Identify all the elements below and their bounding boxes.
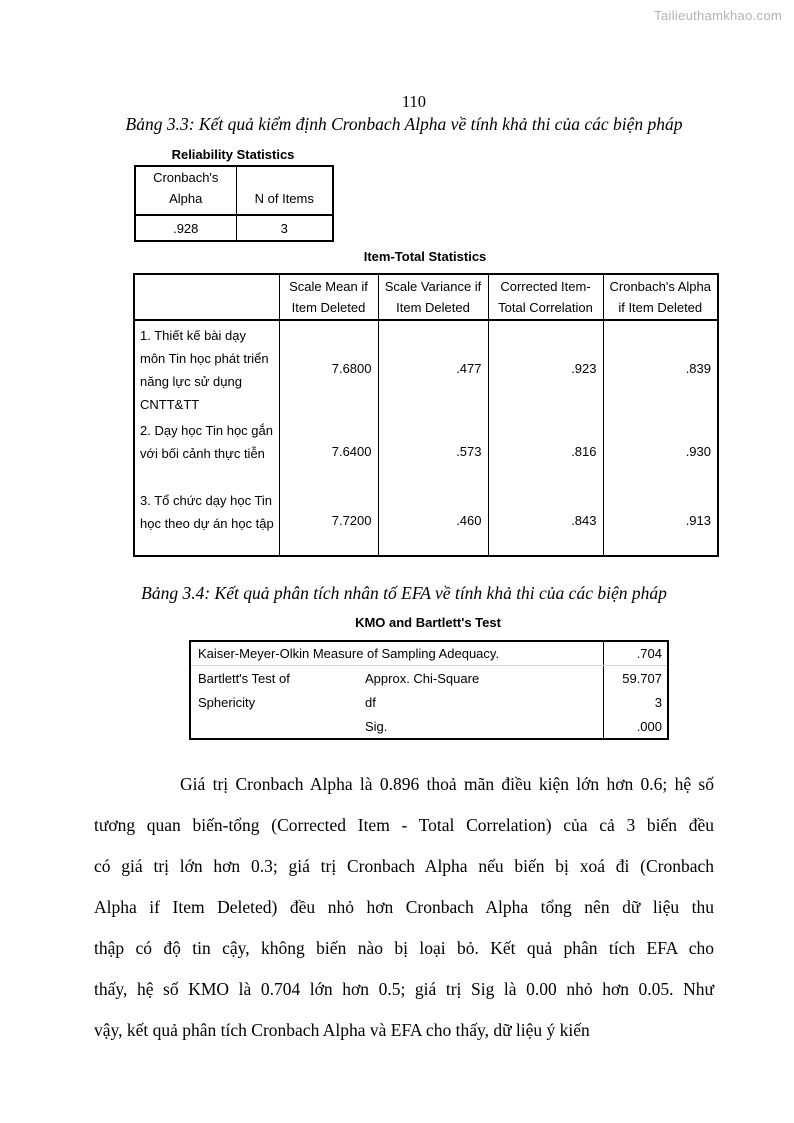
chi-square-value: 59.707: [603, 666, 668, 691]
item-total-col-alpha-if-deleted: Cronbach's Alpha if Item Deleted: [603, 274, 718, 320]
df-row: [190, 690, 668, 715]
paragraph-line: vậy, kết quả phân tích Cronbach Alpha và EFA cho thấy, dữ liệu ý kiến: [94, 1020, 590, 1040]
reliability-statistics-title: Reliability Statistics: [171, 147, 295, 162]
paragraph-line: thập có độ tin cậy, không biến nào bị loại bỏ. Kết quả phân tích EFA cho: [94, 938, 714, 958]
df-label: df: [365, 694, 376, 710]
paragraph-line: thấy, hệ số KMO là 0.704 lớn hơn 0.5; giá trị Sig là 0.00 nhỏ hơn 0.05. Như: [94, 979, 714, 999]
kmo-bartlett-table: [189, 640, 669, 740]
table-row: [134, 416, 718, 486]
sig-value: .000: [603, 715, 668, 740]
paragraph-line: Alpha if Item Deleted) đều nhỏ hơn Cronbach Alpha tổng nên dữ liệu thu: [94, 897, 714, 917]
reliability-n-value: 3: [236, 215, 333, 241]
item-total-col-scale-mean: Scale Mean if Item Deleted: [279, 274, 378, 320]
watermark: Tailieuthamkhao.com: [654, 8, 782, 23]
reliability-col-alpha: Cronbach's Alpha: [135, 166, 236, 215]
paragraph-line: tương quan biến-tổng (Corrected Item - Total Correlation) của cả 3 biến đều: [94, 815, 714, 835]
sig-row: [190, 715, 668, 740]
table-row: [134, 486, 718, 556]
kmo-measure-value: .704: [603, 641, 668, 666]
alpha-if-deleted-value: .930: [603, 416, 718, 486]
scale-variance-value: .460: [378, 486, 488, 556]
item-total-header-row: [134, 274, 718, 320]
item-label: 1. Thiết kế bài dạy môn Tin học phát triển năng lực sử dụng CNTT&TT: [140, 328, 269, 412]
reliability-col-n-items: N of Items: [236, 166, 333, 215]
reliability-header-row: [135, 166, 333, 215]
table-row: [134, 320, 718, 416]
corrected-total-value: .923: [488, 320, 603, 416]
reliability-value-row: [135, 215, 333, 241]
table-3-3-caption: Bảng 3.3: Kết quả kiểm định Cronbach Alpha về tính khả thi của các biện pháp: [125, 114, 683, 134]
table-3-4-caption: Bảng 3.4: Kết quả phân tích nhân tố EFA về tính khả thi của các biện pháp: [141, 583, 667, 603]
alpha-if-deleted-value: .913: [603, 486, 718, 556]
paragraph-line: có giá trị lớn hơn 0.3; giá trị Cronbach Alpha nếu biến bị xoá đi (Cronbach: [94, 856, 714, 876]
empty-cell: [190, 715, 361, 740]
scale-mean-value: 7.6400: [279, 416, 378, 486]
bartlett-label-line1: Bartlett's Test of: [198, 670, 290, 686]
item-total-col-empty: [134, 274, 279, 320]
item-total-col-scale-variance: Scale Variance if Item Deleted: [378, 274, 488, 320]
item-total-statistics-table: [133, 273, 719, 557]
bartlett-label-line2: Sphericity: [198, 694, 256, 710]
reliability-statistics-table: [134, 165, 334, 242]
scale-variance-value: .477: [378, 320, 488, 416]
kmo-row: [190, 641, 668, 666]
page-number: 110: [401, 92, 427, 111]
corrected-total-value: .816: [488, 416, 603, 486]
df-value: 3: [603, 690, 668, 715]
reliability-alpha-value: .928: [173, 220, 199, 236]
scale-mean-value: 7.6800: [279, 320, 378, 416]
alpha-if-deleted-value: .839: [603, 320, 718, 416]
body-paragraph: [94, 764, 714, 1051]
paragraph-line: Giá trị Cronbach Alpha là 0.896 thoả mãn điều kiện lớn hơn 0.6; hệ số: [180, 774, 714, 794]
chi-square-label: Approx. Chi-Square: [365, 670, 480, 686]
chi-square-row: [190, 666, 668, 691]
kmo-measure-label: Kaiser-Meyer-Olkin Measure of Sampling Adequacy.: [190, 641, 603, 666]
item-total-statistics-title: Item-Total Statistics: [363, 249, 487, 264]
item-total-col-corrected: Corrected Item-Total Correlation: [488, 274, 603, 320]
sig-label: Sig.: [365, 718, 388, 734]
scale-mean-value: 7.7200: [279, 486, 378, 556]
kmo-bartlett-title: KMO and Bartlett's Test: [355, 615, 501, 630]
scale-variance-value: .573: [378, 416, 488, 486]
item-label: 3. Tổ chức dạy học Tin học theo dự án học tập: [140, 493, 274, 531]
corrected-total-value: .843: [488, 486, 603, 556]
item-label: 2. Dạy học Tin học gắn với bối cảnh thực tiễn: [140, 423, 273, 461]
